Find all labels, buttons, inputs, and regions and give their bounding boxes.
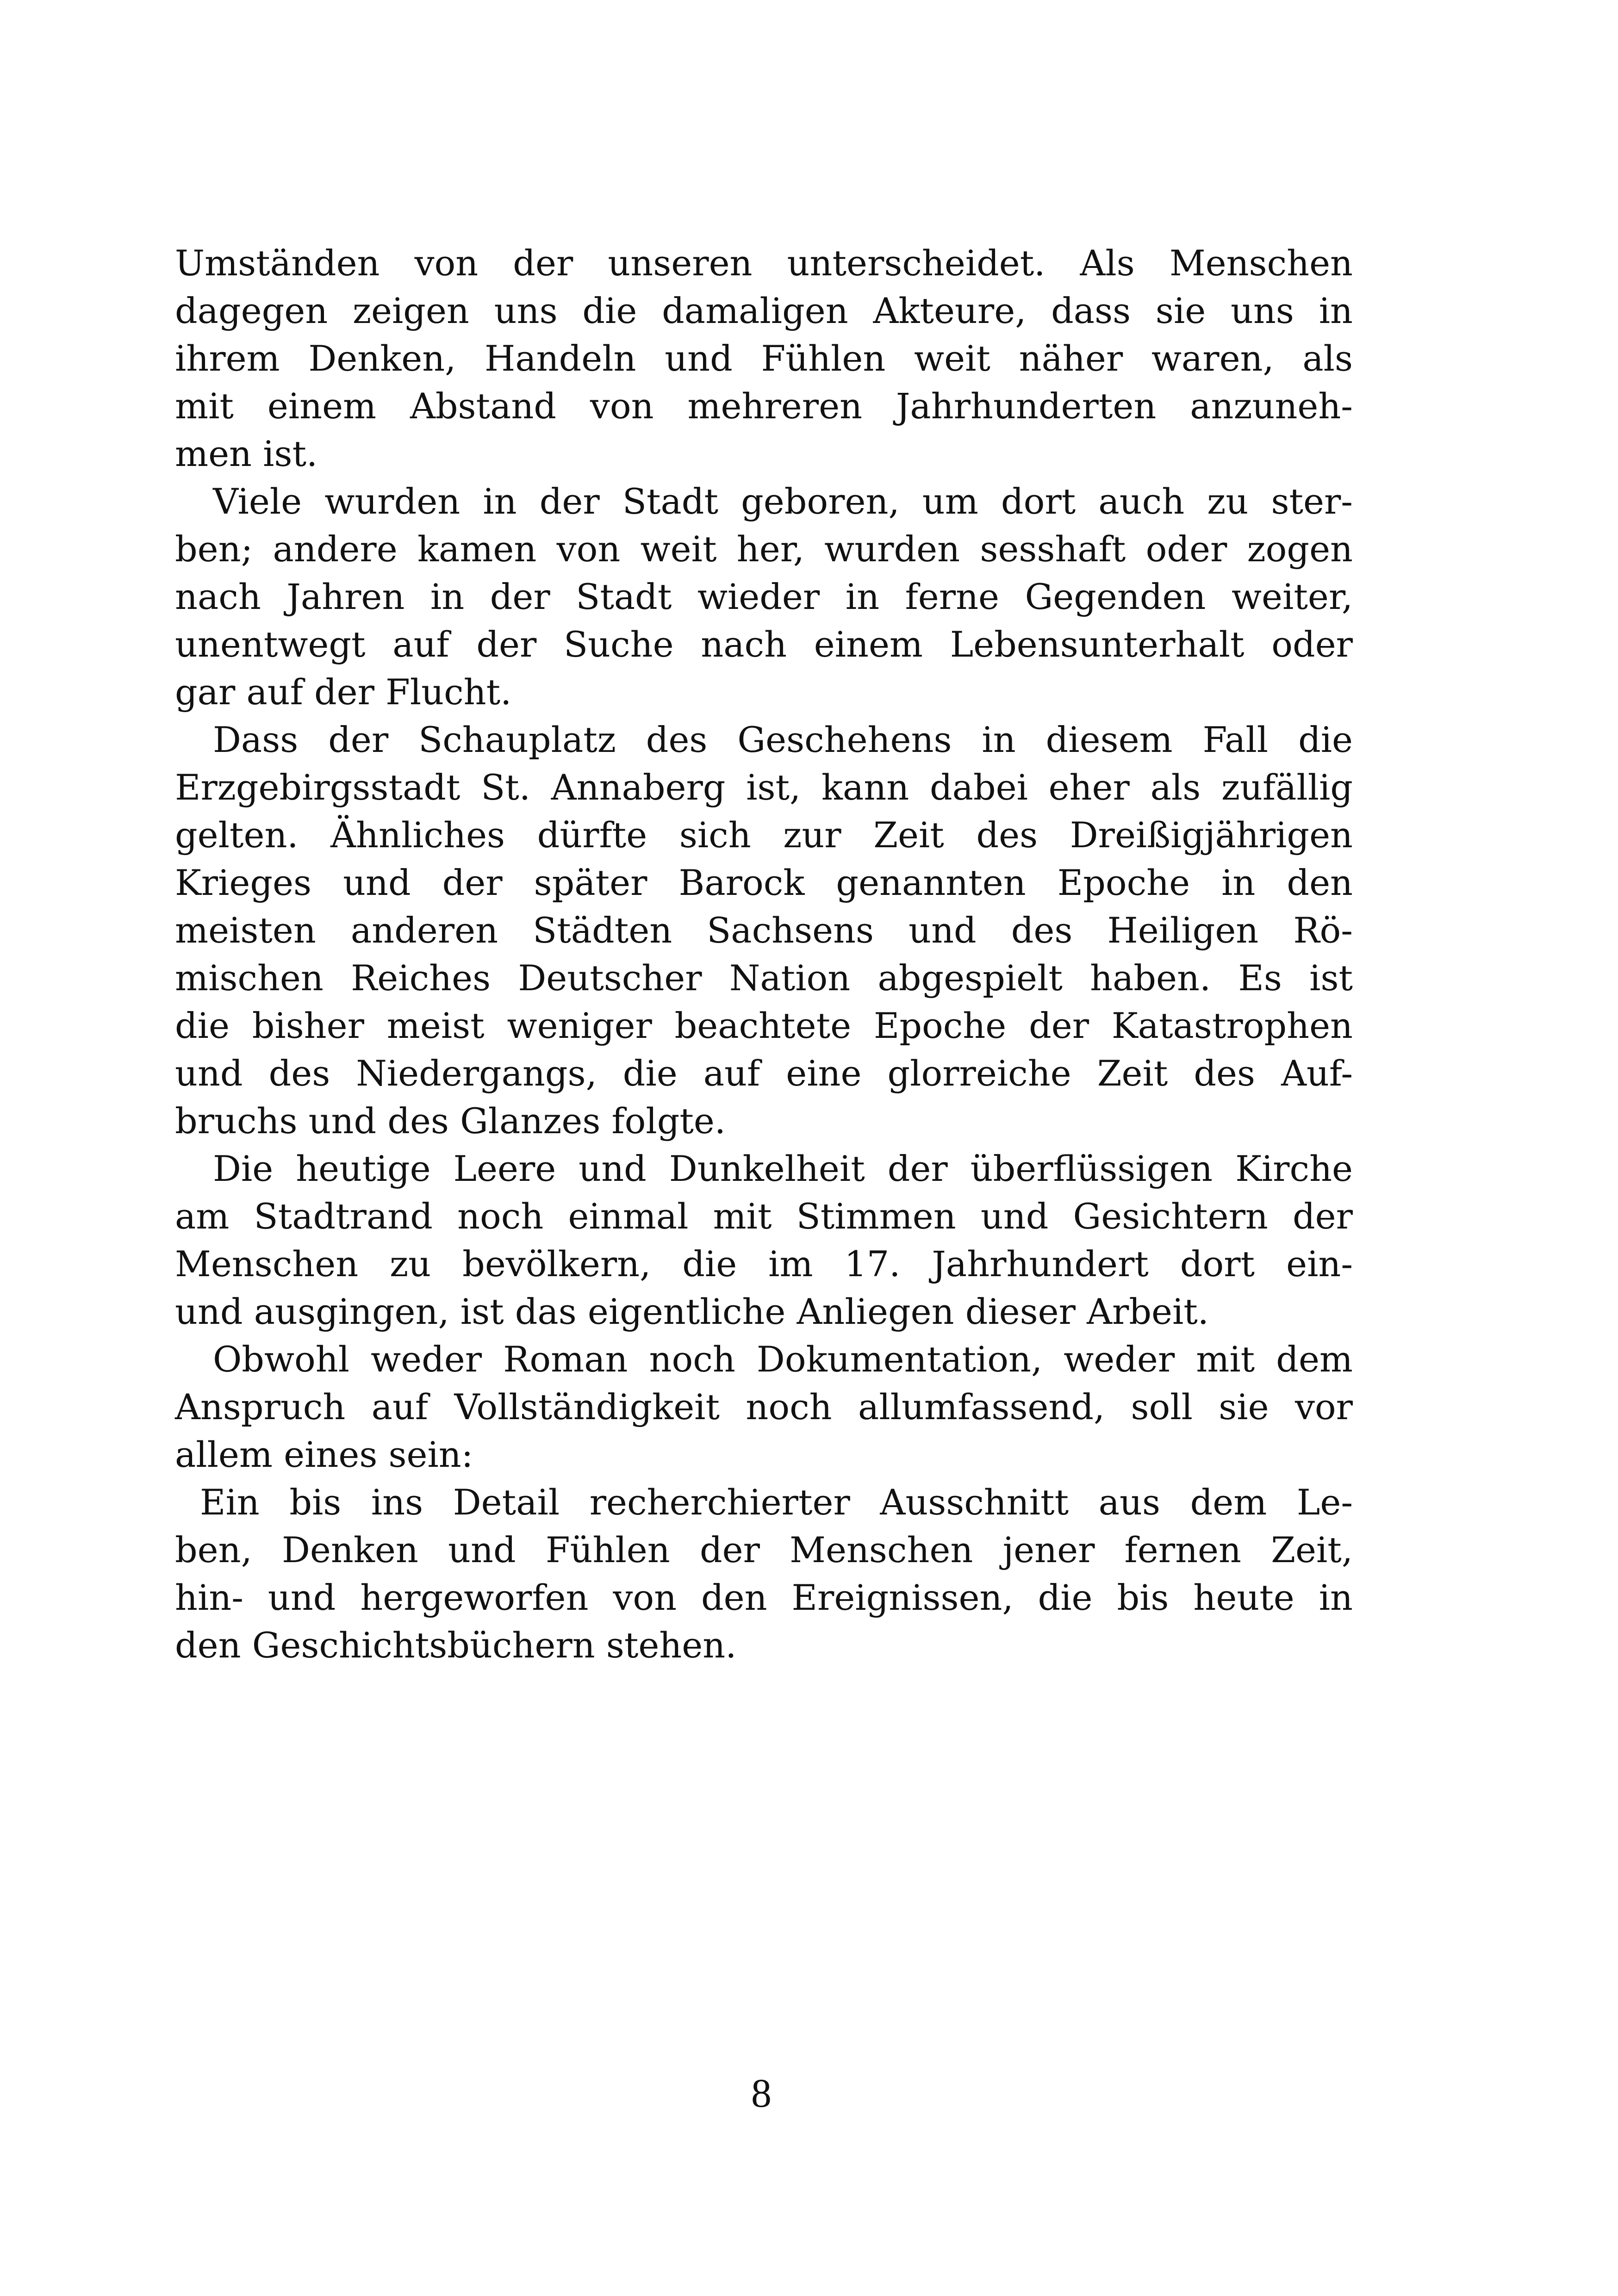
text-line: mit einem Abstand von mehreren Jahrhunderten anzuneh- <box>175 385 1353 427</box>
text-line: Obwohl weder Roman noch Dokumentation, weder mit dem <box>213 1339 1353 1380</box>
text-line: Anspruch auf Vollständigkeit noch allumfassend, soll sie vor <box>175 1386 1353 1427</box>
text-line: Menschen zu bevölkern, die im 17. Jahrhundert dort ein- <box>175 1243 1353 1285</box>
text-line: die bisher meist weniger beachtete Epoche der Katastrophen <box>175 1005 1353 1046</box>
text-line: men ist. <box>175 433 318 474</box>
page-number: 8 <box>751 2071 772 2116</box>
text-line: hin- und hergeworfen von den Ereignissen, die bis heute in <box>175 1577 1353 1618</box>
text-line: und ausgingen, ist das eigentliche Anliegen dieser Arbeit. <box>175 1291 1209 1332</box>
text-line: Ein bis ins Detail recherchierter Ausschnitt aus dem Le- <box>200 1482 1353 1523</box>
text-line: Die heutige Leere und Dunkelheit der überflüssigen Kirche <box>213 1148 1353 1189</box>
text-line: mischen Reiches Deutscher Nation abgespielt haben. Es ist <box>175 957 1353 999</box>
text-line: gar auf der Flucht. <box>175 671 512 713</box>
text-line: Dass der Schauplatz des Geschehens in diesem Fall die <box>213 719 1353 760</box>
text-line: ben; andere kamen von weit her, wurden sesshaft oder zogen <box>175 528 1353 570</box>
text-line: ihrem Denken, Handeln und Fühlen weit näher waren, als <box>175 338 1353 379</box>
text-line: Umständen von der unseren unterscheidet. Als Menschen <box>175 242 1353 284</box>
body-text <box>175 239 1353 1669</box>
text-line: nach Jahren in der Stadt wieder in ferne Gegenden weiter, <box>175 576 1353 617</box>
text-line: und des Niedergangs, die auf eine glorreiche Zeit des Auf- <box>175 1053 1353 1094</box>
text-line: Viele wurden in der Stadt geboren, um dort auch zu ster- <box>213 481 1353 522</box>
text-line: dagegen zeigen uns die damaligen Akteure, dass sie uns in <box>175 290 1353 331</box>
text-line: meisten anderen Städten Sachsens und des Heiligen Rö- <box>175 910 1353 951</box>
text-line: den Geschichtsbüchern stehen. <box>175 1625 737 1666</box>
text-line: am Stadtrand noch einmal mit Stimmen und Gesichtern der <box>175 1196 1353 1237</box>
text-line: Krieges und der später Barock genannten Epoche in den <box>175 862 1353 903</box>
text-line: Erzgebirgsstadt St. Annaberg ist, kann dabei eher als zufällig <box>175 767 1353 808</box>
text-line: unentwegt auf der Suche nach einem Lebensunterhalt oder <box>175 624 1353 665</box>
text-line: gelten. Ähnliches dürfte sich zur Zeit des Dreißigjährigen <box>175 814 1353 856</box>
text-line: bruchs und des Glanzes folgte. <box>175 1100 726 1142</box>
text-line: allem eines sein: <box>175 1434 473 1475</box>
text-line: ben, Denken und Fühlen der Menschen jener fernen Zeit, <box>175 1529 1353 1570</box>
